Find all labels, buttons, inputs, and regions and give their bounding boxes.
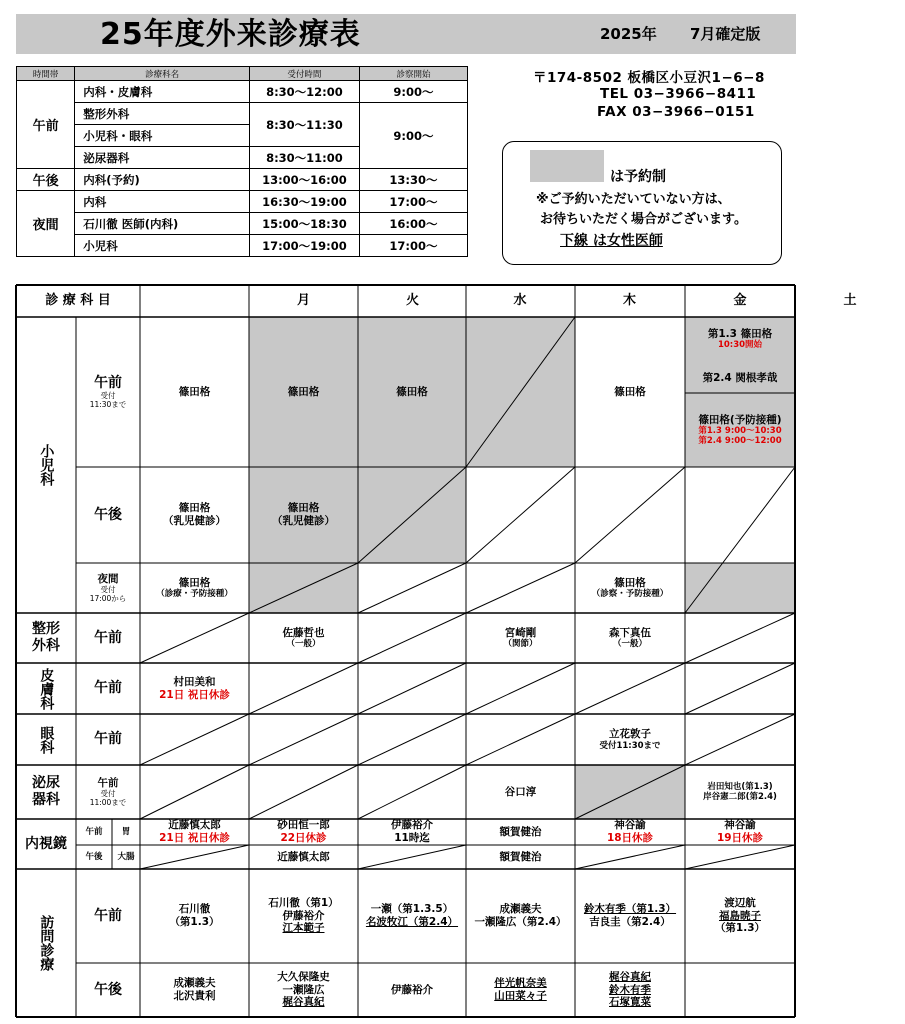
endo-m-fri [575,819,685,845]
visit-m-sat-text: 福島暁子 [719,909,761,922]
visit-m-fri [575,869,685,963]
visit-m-wed [358,869,466,963]
ped-morning-sat-1 [685,319,795,359]
hours-start: 9:00〜 [359,81,467,103]
endo-a-thu [466,845,575,869]
visit-m-tue [249,869,358,963]
hours-dept: 内科 [75,191,250,213]
visit-m-mon [140,869,249,963]
ped-afternoon-tue-text: 篠田格 [287,502,320,515]
ped-morning-wed-text: 篠田格 [396,385,428,398]
no-clinic-slash [685,845,795,869]
day-header-sat-text: 土 [843,293,857,309]
endo-m-thu [466,819,575,845]
endo-afternoon [76,845,112,869]
uro-period-text: 11:00まで [89,798,127,808]
dept-orthopedics-text: 外科 [32,638,60,654]
visit-a-wed-text: 伊藤裕介 [391,983,433,996]
uro-thu-text: 谷口淳 [504,785,537,798]
endo-m-fri-text: 18日休診 [606,832,654,844]
dept-endoscopy [16,819,76,869]
endo-m-wed-text: 11時迄 [394,832,430,844]
ped-morning-fri [575,317,685,467]
period-morning [76,317,140,467]
ped-morning-sat-3-text: 第2.4 9:00〜12:00 [698,436,782,447]
day-header-mon-text: 月 [296,293,310,309]
fax-number: FAX 03−3966−0151 [597,104,755,120]
dept-header-text: 診 療 科 目 [45,293,111,309]
period-evening [76,563,140,613]
visit-m-sat-text: （第1.3） [714,922,766,935]
day-header-thu [575,285,684,317]
dept-ophthalmology [16,714,76,765]
day-header-mon [249,285,358,317]
visit-m-mon-text: （第1.3） [169,916,220,928]
no-clinic-slash [466,663,575,714]
hours-reception: 16:30〜19:00 [249,191,359,213]
ped-afternoon-tue [249,467,358,563]
uro-period-text: 午前 [97,776,119,789]
dept-orthopedics-text: 整形 [32,621,60,638]
no-clinic-slash [466,467,575,563]
dept-dermatology [16,663,76,714]
no-clinic-slash [140,714,249,765]
ortho-tue [249,613,358,663]
hours-start: 9:00〜 [359,103,467,169]
ped-afternoon-mon-text: 篠田格 [178,502,211,515]
derm-period-text: 午前 [94,680,122,697]
visit-m-thu-text: 一瀬隆広（第2.4） [474,916,567,928]
day-header-sat [795,285,905,317]
visit-m-thu-text: 成瀬義夫 [499,903,542,916]
ped-evening-mon [140,563,249,613]
endo-m-sat-text: 神谷諭 [724,819,756,832]
visit-a-fri [575,963,685,1017]
visit-a-wed [358,963,466,1017]
period-evening: 夜間 [17,191,75,257]
ortho-period [76,613,140,663]
hours-table [16,66,468,257]
visit-m-tue-text: 江本範子 [282,922,325,935]
no-clinic-slash [249,765,358,819]
no-clinic-slash [358,765,466,819]
dept-dermatology-text: 皮膚科 [38,667,55,710]
endo-m-mon-text: 近藤慎太郎 [168,819,221,832]
hours-reception: 8:30〜12:00 [249,81,359,103]
hours-reception: 13:00〜16:00 [249,169,359,191]
reservation-swatch [530,150,604,182]
ped-afternoon-tue-text: （乳児健診） [272,515,335,527]
endo-m-mon-text: 21日 祝日休診 [159,832,230,844]
schedule-grid [16,285,857,1017]
hours-header-dept: 診療科名 [75,67,250,81]
endo-colon [112,845,140,869]
ortho-thu [466,613,575,663]
visit-morning-text: 午前 [94,907,122,924]
visit-a-mon-text: 北沢貴利 [173,990,216,1002]
day-header-fri-text: 金 [733,293,747,309]
ped-morning-mon-text: 篠田格 [178,385,211,398]
dept-pediatrics-text: 小児科 [38,444,55,486]
visit-a-thu [466,963,575,1017]
phone-number: TEL 03−3966−8411 [600,86,757,102]
day-header-thu-text: 木 [622,293,636,309]
visit-afternoon-text: 午後 [94,981,122,998]
endo-m-sat-text: 19日休診 [716,832,764,844]
eye-fri [575,714,685,765]
visit-a-tue [249,963,358,1017]
uro-sat-text: 岸谷憲二郎(第2.4) [703,792,777,802]
visit-a-fri-text: 石塚寛菜 [609,996,651,1009]
ortho-thu-text: （関節） [503,639,538,650]
hours-reception: 8:30〜11:00 [249,147,359,169]
dept-urology-text: 泌尿 [32,775,60,792]
derm-mon-text: 村田美和 [173,675,216,688]
hours-reception: 8:30〜11:30 [249,103,359,147]
endo-a-thu-text: 額賀健治 [499,850,542,863]
hours-dept: 内科(予約) [75,169,250,191]
hours-dept: 小児科・眼科 [75,125,250,147]
no-clinic-slash [249,663,358,714]
hours-header-period: 時間帯 [17,67,75,81]
hours-dept: 整形外科 [75,103,250,125]
hours-dept: 内科・皮膚科 [75,81,250,103]
version-label: 7月確定版 [690,25,761,43]
visit-a-fri-text: 鈴木有季 [609,983,651,996]
endo-stomach [112,819,140,845]
no-clinic-slash [358,663,466,714]
visit-m-wed-text: 名波牧江（第2.4） [365,916,459,928]
period-morning-text: 受付 [100,391,116,401]
visit-m-thu [466,869,575,963]
period-evening-text: 17:00から [89,594,127,604]
hours-reception: 15:00〜18:30 [249,213,359,235]
ped-afternoon-mon-text: （乳児健診） [163,515,226,527]
ortho-thu-text: 宮崎剛 [504,626,537,639]
ped-morning-sat-1-text: 第1.3 篠田格 [707,327,773,340]
eye-period-text: 午前 [94,731,122,748]
endo-m-tue [249,819,358,845]
dept-visiting [16,869,76,1017]
visit-a-thu-text: 山田菜々子 [494,990,547,1002]
visit-m-fri-text: 鈴木有季（第1.3） [583,903,677,916]
period-afternoon: 午後 [17,169,75,191]
ped-morning-sat-1-text: 10:30開始 [717,340,763,351]
period-evening-text: 夜間 [97,572,119,585]
hours-header-start: 診察開始 [359,67,467,81]
endo-morning [76,819,112,845]
ped-evening-fri-text: 篠田格 [614,576,646,589]
endo-afternoon-text: 午後 [85,851,103,862]
ped-evening-fri [575,563,685,613]
derm-mon [140,663,249,714]
visit-m-tue-text: 伊藤裕介 [282,909,325,922]
ped-morning-wed [358,317,466,467]
ortho-fri-text: 森下真伍 [609,626,651,639]
no-clinic-slash [466,563,575,613]
dept-urology-text: 器科 [32,792,60,808]
hours-dept: 石川徹 医師(内科) [75,213,250,235]
no-clinic-slash [466,714,575,765]
postal-address: 〒174-8502 板橋区小豆沢1−6−8 [533,70,765,86]
endo-colon-text: 大腸 [117,851,135,862]
ortho-fri [575,613,685,663]
endo-m-tue-text: 砂田恒一郎 [277,819,330,832]
reservation-note: は予約制 [610,169,666,185]
uro-sat [685,765,795,819]
hours-start: 13:30〜 [359,169,467,191]
endo-a-tue-text: 近藤慎太郎 [277,850,330,863]
period-afternoon-text: 午後 [94,506,122,523]
endo-stomach-text: 胃 [121,826,131,837]
visit-m-fri-text: 吉良圭（第2.4） [589,916,671,928]
day-header-fri [685,285,795,317]
visit-m-tue-text: 石川徹（第1） [268,897,339,910]
visit-m-wed-text: 一瀬（第1.3.5） [370,903,454,916]
no-clinic-slash [358,563,466,613]
ped-morning-tue [249,317,358,467]
hours-start: 17:00〜 [359,191,467,213]
hours-dept: 小児科 [75,235,250,257]
no-clinic-slash [685,663,795,714]
ped-evening-fri-text: （診察・予防接種） [591,589,669,600]
no-clinic-slash [358,613,466,663]
visit-a-mon [140,963,249,1017]
eye-fri-text: 受付11:30まで [599,740,661,751]
no-clinic-slash [685,714,795,765]
notice-line-1: ※ご予約いただいていない方は、 [536,192,731,207]
endo-morning-text: 午前 [85,826,103,837]
endo-a-tue [249,845,358,869]
day-header-tue [358,285,467,317]
eye-period [76,714,140,765]
no-clinic-slash [358,845,466,869]
ped-morning-fri-text: 篠田格 [614,385,646,398]
ped-afternoon-mon [140,467,249,563]
dept-orthopedics [16,613,76,663]
dept-endoscopy-text: 内視鏡 [25,835,67,852]
ped-morning-sat-3 [685,395,795,465]
no-clinic-slash [575,663,685,714]
ped-morning-tue-text: 篠田格 [287,385,320,398]
hours-header-reception: 受付時間 [249,67,359,81]
visit-a-tue-text: 大久保隆史 [277,971,330,984]
uro-period [76,765,140,819]
ortho-period-text: 午前 [94,629,122,646]
visit-m-mon-text: 石川徹 [178,903,211,916]
no-clinic-slash [685,613,795,663]
no-clinic-slash [358,714,466,765]
visit-a-tue-text: 梶谷真紀 [282,996,325,1009]
ped-morning-sat-3-text: 第1.3 9:00〜10:30 [698,426,782,437]
visit-a-mon-text: 成瀬義夫 [173,977,216,990]
ortho-tue-text: （一般） [286,639,321,650]
derm-mon-text: 21日 祝日休診 [159,688,230,701]
no-clinic-slash [575,845,685,869]
no-clinic-slash [575,467,685,563]
notice-line-2: お待ちいただく場合がございます。 [540,212,747,227]
ortho-tue-text: 佐藤哲也 [282,626,325,639]
visit-m-sat [685,869,795,963]
no-clinic-slash [249,714,358,765]
dept-ophthalmology-text: 眼科 [38,725,55,754]
visit-a-fri-text: 梶谷真紀 [609,971,651,984]
ped-morning-sat-2-text: 第2.4 関根孝哉 [702,371,778,384]
day-header-wed-text: 水 [513,293,527,309]
endo-m-sat [685,819,795,845]
visit-morning [76,869,140,963]
period-evening-text: 受付 [100,585,116,595]
period-afternoon [76,467,140,563]
visit-afternoon [76,963,140,1017]
uro-sat-text: 岩田知也(第1.3) [707,781,773,792]
period-morning: 午前 [17,81,75,169]
eye-fri-text: 立花敦子 [609,728,651,741]
visit-m-sat-text: 渡辺航 [724,897,756,910]
visit-a-tue-text: 一瀬隆広 [282,983,325,996]
visit-a-thu-text: 伴光帆奈美 [494,977,547,990]
no-clinic-slash [140,845,249,869]
endo-m-thu-text: 額賀健治 [499,825,542,838]
endo-m-fri-text: 神谷諭 [614,819,646,832]
endo-m-tue-text: 22日休診 [280,832,327,844]
endo-m-wed [358,819,466,845]
endo-m-mon [140,819,249,845]
ped-evening-mon-text: 篠田格 [178,576,211,589]
dept-visiting-text: 訪問診療 [38,915,55,971]
ortho-fri-text: （一般） [612,639,647,650]
uro-period-text: 受付 [100,789,116,799]
derm-period [76,663,140,714]
dept-pediatrics [16,317,76,613]
page-title: 25年度外来診療表 [100,17,361,52]
period-morning-text: 11:30まで [89,400,127,410]
ped-morning-mon [140,317,249,467]
hours-start: 17:00〜 [359,235,467,257]
no-clinic-slash [140,613,249,663]
day-header-wed [466,285,574,317]
dept-urology [16,765,76,819]
reservation-shade [685,563,795,613]
year-label: 2025年 [600,25,657,43]
uro-thu [466,765,575,819]
endo-m-wed-text: 伊藤裕介 [391,819,433,832]
dept-header [16,285,140,317]
no-clinic-slash [140,765,249,819]
period-morning-text: 午前 [94,374,122,391]
ped-morning-sat-3-text: 篠田格(予防接種) [698,413,782,426]
hours-reception: 17:00〜19:00 [249,235,359,257]
female-doctor-note: 下線 は女性医師 [560,233,663,249]
day-header-tue-text: 火 [405,293,419,309]
hours-dept: 泌尿器科 [75,147,250,169]
hours-start: 16:00〜 [359,213,467,235]
ped-evening-mon-text: （診療・予防接種） [156,589,233,600]
ped-morning-sat-2 [685,367,795,389]
